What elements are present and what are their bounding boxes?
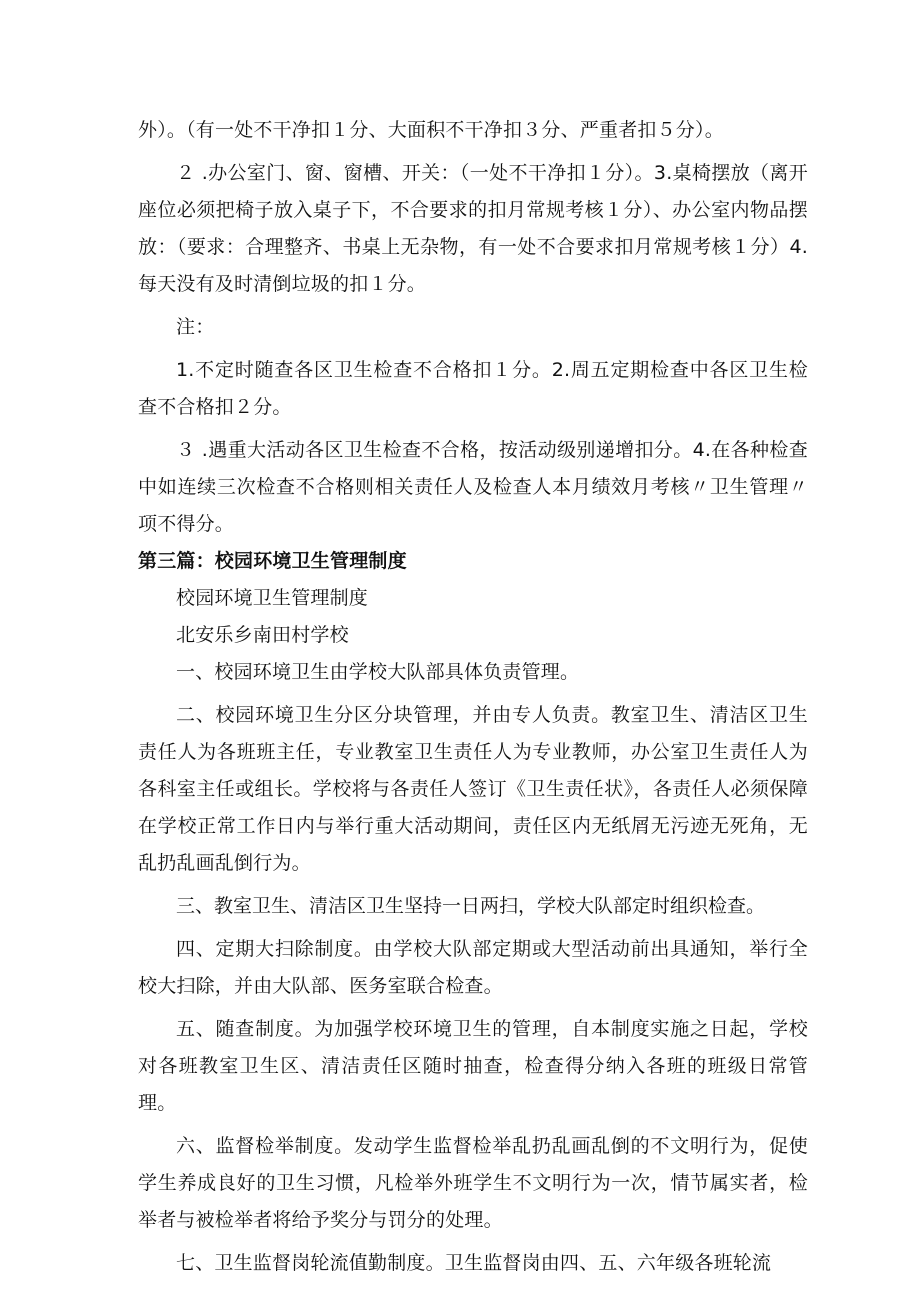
paragraph-office-rules: ２ .办公室门、窗、窗槽、开关：（一处不干净扣１分）。3.桌椅摆放（离开座位必须把椅子放入桌子下，不合要求的扣月常规考核１分）、办公室内物品摆放：（要求：合理整齐、书桌上无杂物，有一处不合要求扣月常规考核１分）4.每天没有及时清倒垃圾的扣１分。 <box>138 162 808 295</box>
rule-item: 三、教室卫生、清洁区卫生坚持一日两扫，学校大队部定时组织检查。 <box>176 895 766 917</box>
paragraph-note-label: 注： <box>176 316 215 338</box>
paragraph-note-3: ３ .遇重大活动各区卫生检查不合格，按活动级别递增扣分。4.在各种检查中如连续三次检查不合格则相关责任人及检查人本月绩效月考核〃卫生管理〃项不得分。 <box>138 439 808 535</box>
rule-item: 一、校园环境卫生由学校大队部具体负责管理。 <box>176 661 580 683</box>
document-title: 校园环境卫生管理制度 <box>176 587 369 609</box>
paragraph-deduction-tail: 外）。（有一处不干净扣１分、大面积不干净扣３分、严重者扣５分）。 <box>138 119 724 141</box>
paragraph-note-1: 1.不定时随查各区卫生检查不合格扣１分。2.周五定期检查中各区卫生检查不合格扣２分。 <box>138 359 808 418</box>
school-name: 北安乐乡南田村学校 <box>176 624 349 646</box>
rule-item: 五、随查制度。为加强学校环境卫生的管理，自本制度实施之日起，学校对各班教室卫生区、清洁责任区随时抽查，检查得分纳入各班的班级日常管理。 <box>138 1018 808 1114</box>
rule-item: 七、卫生监督岗轮流值勤制度。卫生监督岗由四、五、六年级各班轮流 <box>176 1252 772 1274</box>
rule-item: 六、监督检举制度。发动学生监督检举乱扔乱画乱倒的不文明行为，促使学生养成良好的卫生习惯，凡检举外班学生不文明行为一次，情节属实者，检举者与被检举者将给予奖分与罚分的处理。 <box>138 1135 808 1231</box>
rule-item: 二、校园环境卫生分区分块管理，并由专人负责。教室卫生、清洁区卫生责任人为各班班主任，专业教室卫生责任人为专业教师，办公室卫生责任人为各科室主任或组长。学校将与各责任人签订《卫生责任状》，各责任人必须保障在学校正常工作日内与举行重大活动期间，责任区内无纸屑无污迹无死角，无乱扔乱画乱倒行为。 <box>138 704 808 874</box>
section-heading: 第三篇：校园环境卫生管理制度 <box>138 550 407 572</box>
rule-item: 四、定期大扫除制度。由学校大队部定期或大型活动前出具通知，举行全校大扫除，并由大队部、医务室联合检查。 <box>138 938 808 997</box>
document-body <box>138 112 808 1282</box>
